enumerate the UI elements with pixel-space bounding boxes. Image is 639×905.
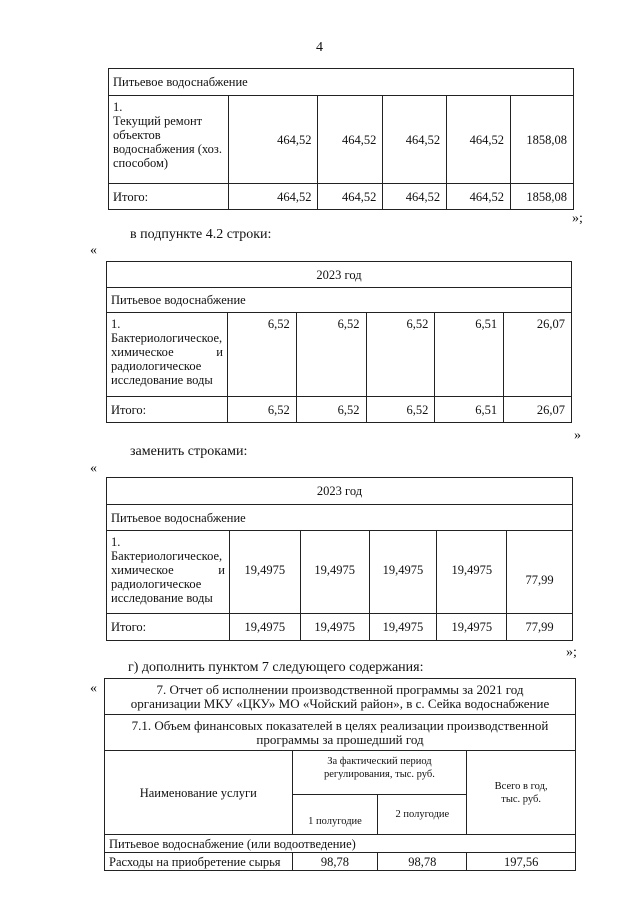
year-row: 2023 год	[107, 262, 572, 288]
header-total-line: тыс. руб.	[501, 793, 541, 805]
section-row: Питьевое водоснабжение	[107, 288, 572, 313]
table-repair	[108, 68, 574, 210]
cell: 6,52	[366, 313, 435, 397]
row-line: исследование воды	[111, 373, 213, 387]
row-word: и	[216, 345, 223, 359]
row-label	[107, 313, 228, 397]
cell: 1858,08	[511, 184, 574, 210]
report-subtitle	[105, 715, 576, 751]
report-title-line: 7. Отчет об исполнении производственной программы за 2021 год	[156, 681, 524, 697]
cell: 6,51	[435, 397, 504, 423]
section-row: Питьевое водоснабжение	[109, 69, 574, 96]
header-period-line: регулирования, тыс. руб.	[323, 769, 435, 780]
section-row: Питьевое водоснабжение (или водоотведение)	[105, 835, 576, 853]
header-period	[292, 751, 467, 795]
cell: 464,52	[447, 96, 511, 184]
table-report	[104, 678, 576, 871]
header-period-line: За фактический период	[327, 756, 432, 767]
report-subtitle-line: 7.1. Объем финансовых показателей в целях реализации производственной	[131, 717, 549, 733]
cell: 6,52	[296, 313, 366, 397]
row-label: Расходы на приобретение сырья	[105, 853, 293, 871]
cell: 1858,08	[511, 96, 574, 184]
cell: 464,52	[447, 184, 511, 210]
cell: 98,78	[292, 853, 378, 871]
cell: 26,07	[504, 313, 572, 397]
cell: 77,99	[507, 531, 573, 614]
open-quote: «	[90, 461, 97, 476]
row-word: химическое	[111, 345, 174, 359]
header-half1: 1 полугодие	[292, 795, 378, 835]
cell: 77,99	[507, 614, 573, 641]
row-num: 1.	[111, 535, 121, 549]
open-quote: «	[90, 243, 97, 258]
cell: 19,4975	[300, 531, 369, 614]
section-row: Питьевое водоснабжение	[107, 505, 573, 531]
header-half2: 2 полугодие	[378, 795, 467, 835]
open-quote: «	[90, 681, 97, 696]
cell: 19,4975	[369, 531, 437, 614]
end-mark: »;	[566, 645, 577, 660]
total-label: Итого:	[109, 184, 229, 210]
row-line: радиологическое	[111, 577, 202, 591]
cell: 26,07	[504, 397, 572, 423]
end-mark: »	[574, 428, 581, 443]
paragraph: г) дополнить пунктом 7 следующего содержания:	[128, 660, 424, 675]
total-label: Итого:	[107, 614, 230, 641]
header-service: Наименование услуги	[105, 751, 293, 835]
row-word: и	[218, 563, 225, 577]
report-title-line: организации МКУ «ЦКУ» МО «Чойский район», в с. Сейка водоснабжение	[130, 695, 550, 711]
page-number: 4	[316, 40, 323, 55]
cell: 6,51	[435, 313, 504, 397]
cell: 19,4975	[229, 531, 300, 614]
cell: 197,56	[467, 853, 576, 871]
cell: 19,4975	[369, 614, 437, 641]
total-label: Итого:	[107, 397, 228, 423]
cell: 6,52	[296, 397, 366, 423]
report-subtitle-line: программы за прошедший год	[256, 731, 424, 747]
cell: 6,52	[227, 397, 296, 423]
cell: 19,4975	[229, 614, 300, 641]
row-num: 1.	[111, 317, 121, 331]
row-line: радиологическое	[111, 359, 202, 373]
cell: 19,4975	[437, 614, 507, 641]
year-row: 2023 год	[107, 478, 573, 505]
cell: 6,52	[227, 313, 296, 397]
cell: 19,4975	[437, 531, 507, 614]
row-line: исследование воды	[111, 591, 213, 605]
cell: 19,4975	[300, 614, 369, 641]
row-line: Бактериологическое,	[111, 331, 223, 345]
header-total-line: Всего в год,	[494, 780, 548, 792]
cell: 98,78	[378, 853, 467, 871]
row-line	[111, 345, 223, 359]
header-total	[467, 751, 576, 835]
row-line	[111, 563, 225, 577]
cell: 464,52	[318, 184, 383, 210]
paragraph: заменить строками:	[130, 444, 248, 459]
row-label: 1. Текущий ремонт объектов водоснабжения (хоз. способом)	[109, 96, 229, 184]
cell: 464,52	[383, 184, 447, 210]
cell: 6,52	[366, 397, 435, 423]
cell: 464,52	[383, 96, 447, 184]
cell: 464,52	[318, 96, 383, 184]
report-title	[105, 679, 576, 715]
cell: 464,52	[228, 96, 318, 184]
row-word: химическое	[111, 563, 174, 577]
end-mark: »;	[572, 211, 583, 226]
table-new-rows	[106, 477, 573, 641]
cell: 464,52	[228, 184, 318, 210]
paragraph: в подпункте 4.2 строки:	[130, 227, 272, 242]
row-line: Бактериологическое,	[111, 549, 223, 563]
row-label	[107, 531, 230, 614]
table-old-rows	[106, 261, 572, 423]
